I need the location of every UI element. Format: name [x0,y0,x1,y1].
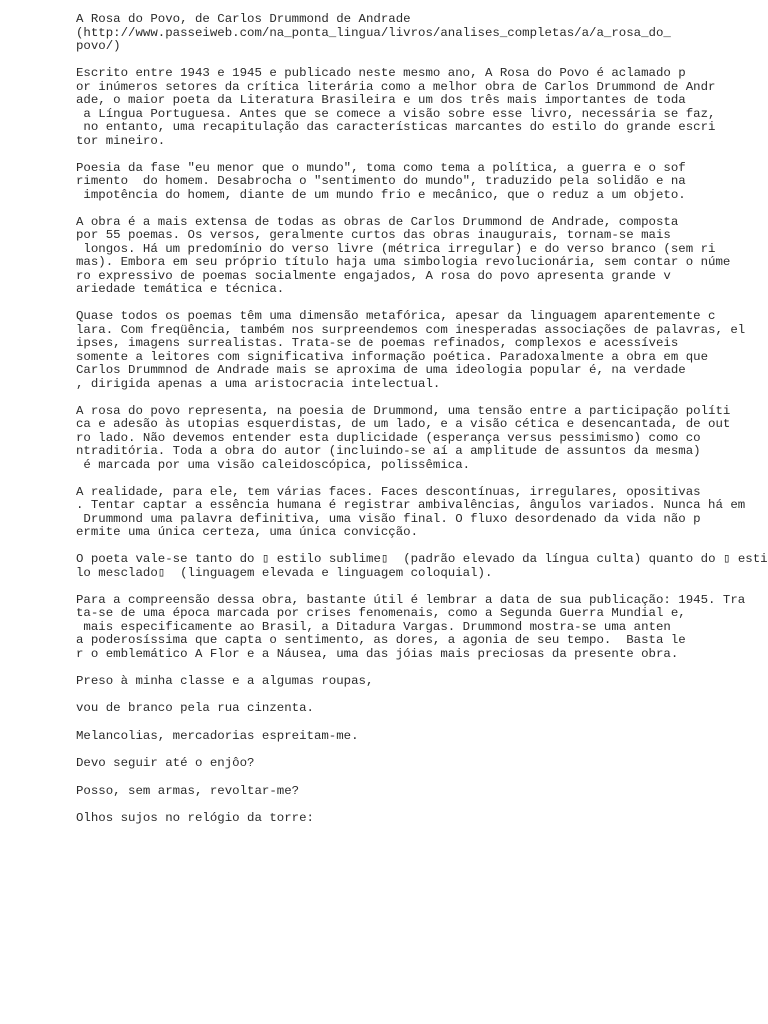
paragraph-line: ca e adesão às utopias esquerdistas, de um lado, e a visão cética e desencantada, de out [76,417,731,431]
paragraph-line: lara. Com freqüência, também nos surpreendemos com inesperadas associações de palavras, el [76,322,746,337]
paragraph-line: Para a compreensão dessa obra, bastante útil é lembrar a data de sua publicação: 1945. Tra [76,592,746,607]
paragraph-line: O poeta vale-se tanto do ▯ estilo sublime▯ (padrão elevado da língua culta) quanto do ▯ esti [76,552,768,566]
poem-verse: Devo seguir até o enjôo? [76,756,255,770]
paragraph-line: , dirigida apenas a uma aristocracia intelectual. [76,376,441,391]
paragraph-line: Quase todos os poemas têm uma dimensão metafórica, apesar da linguagem aparentemente c [76,309,716,323]
paragraph-intro [76,67,760,148]
paragraph-line: a poderosíssima que capta o sentimento, as dores, a agonia de seu tempo. Basta le [76,633,686,647]
paragraph-line: r o emblemático A Flor e a Náusea, uma das jóias mais preciosas da presente obra. [76,646,679,661]
paragraph-phase [76,162,760,203]
paragraph-line: Carlos Drummnod de Andrade mais se aproxima de uma ideologia popular é, na verdade [76,363,686,377]
paragraph-metaphor [76,310,760,391]
poem-verse: Posso, sem armas, revoltar-me? [76,783,300,798]
paragraph-line: tor mineiro. [76,133,166,148]
poem-verse: vou de branco pela rua cinzenta. [76,701,314,715]
paragraph-line: ipses, imagens surrealistas. Trata-se de poemas refinados, complexos e acessíveis [76,336,679,350]
paragraph-extent [76,216,760,297]
paragraph-line: ade, o maior poeta da Literatura Brasileira e um dos três mais importantes de toda [76,93,686,107]
paragraph-line: a Língua Portuguesa. Antes que se comece a visão sobre esse livro, necessária se faz, [76,106,716,121]
paragraph-line: ta-se de uma época marcada por crises fenomenais, como a Segunda Guerra Mundial e, [76,606,686,620]
poem-verse: Preso à minha classe e a algumas roupas, [76,673,374,688]
paragraph-line: mas). Embora em seu próprio título haja uma simbologia revolucionária, sem contar o núme [76,255,731,269]
paragraph-line: or inúmeros setores da crítica literária como a melhor obra de Carlos Drummond de Andr [76,79,716,94]
paragraph-line: longos. Há um predomínio do verso livre (métrica irregular) e do verso branco (sem ri [76,241,716,256]
header-source-url: (http://www.passeiweb.com/na_ponta_lingua/livros/analises_completas/a/a_rosa_do_ [76,25,671,40]
poem-verse: Melancolias, mercadorias espreitam-me. [76,728,359,743]
paragraph-line: Drummond uma palavra definitiva, uma visão final. O fluxo desordenado da vida não p [76,511,701,526]
paragraph-line: é marcada por uma visão caleidoscópica, polissêmica. [76,457,471,472]
document-header [76,13,760,54]
paragraph-line: por 55 poemas. Os versos, geralmente curtos das obras inaugurais, tornam-se mais [76,228,671,242]
paragraph-context [76,594,760,662]
paragraph-line: ntraditória. Toda a obra do autor (incluindo-se aí a amplitude de assuntos da mesma) [76,444,701,458]
paragraph-tension [76,405,760,473]
paragraph-line: ro lado. Não devemos entender esta duplicidade (esperança versus pessimismo) como co [76,430,701,445]
paragraph-line: A obra é a mais extensa de todas as obras de Carlos Drummond de Andrade, composta [76,214,679,229]
paragraph-line: impotência do homem, diante de um mundo frio e mecânico, que o reduz a um objeto. [76,187,686,202]
paragraph-line: no entanto, uma recapitulação das características marcantes do estilo do grande escri [76,120,716,134]
document-body [76,12,768,826]
paragraph-line: ariedade temática e técnica. [76,282,285,296]
paragraph-line: somente a leitores com significativa informação poética. Paradoxalmente a obra em que [76,349,709,364]
paragraph-reality [76,486,760,540]
paragraph-line: . Tentar captar a essência humana é registrar ambivalências, ângulos variados. Nunca há em [76,498,746,512]
paragraph-line: ermite uma única certeza, uma única convicção. [76,525,419,539]
paragraph-line: A rosa do povo representa, na poesia de Drummond, uma tensão entre a participação políti [76,403,731,418]
paragraph-line: mais especificamente ao Brasil, a Ditadura Vargas. Drummond mostra-se uma anten [76,619,671,634]
header-title: A Rosa do Povo, de Carlos Drummond de Andrade [76,12,411,26]
paragraph-line: A realidade, para ele, tem várias faces. Faces descontínuas, irregulares, opositivas [76,484,701,499]
header-source-url-cont: povo/) [76,39,121,53]
paragraph-line: rimento do homem. Desabrocha o "sentimento do mundo", traduzido pela solidão e na [76,174,686,188]
paragraph-line: Escrito entre 1943 e 1945 e publicado neste mesmo ano, A Rosa do Povo é aclamado p [76,66,686,80]
poem-excerpt [76,675,760,826]
paragraph-line: lo mesclado▯ (linguagem elevada e linguagem coloquial). [76,565,493,580]
poem-verse: Olhos sujos no relógio da torre: [76,811,314,825]
paragraph-line: ro expressivo de poemas socialmente engajados, A rosa do povo apresenta grande v [76,268,671,283]
paragraph-style [76,552,768,580]
paragraph-line: Poesia da fase "eu menor que o mundo", toma como tema a política, a guerra e o sof [76,160,686,175]
